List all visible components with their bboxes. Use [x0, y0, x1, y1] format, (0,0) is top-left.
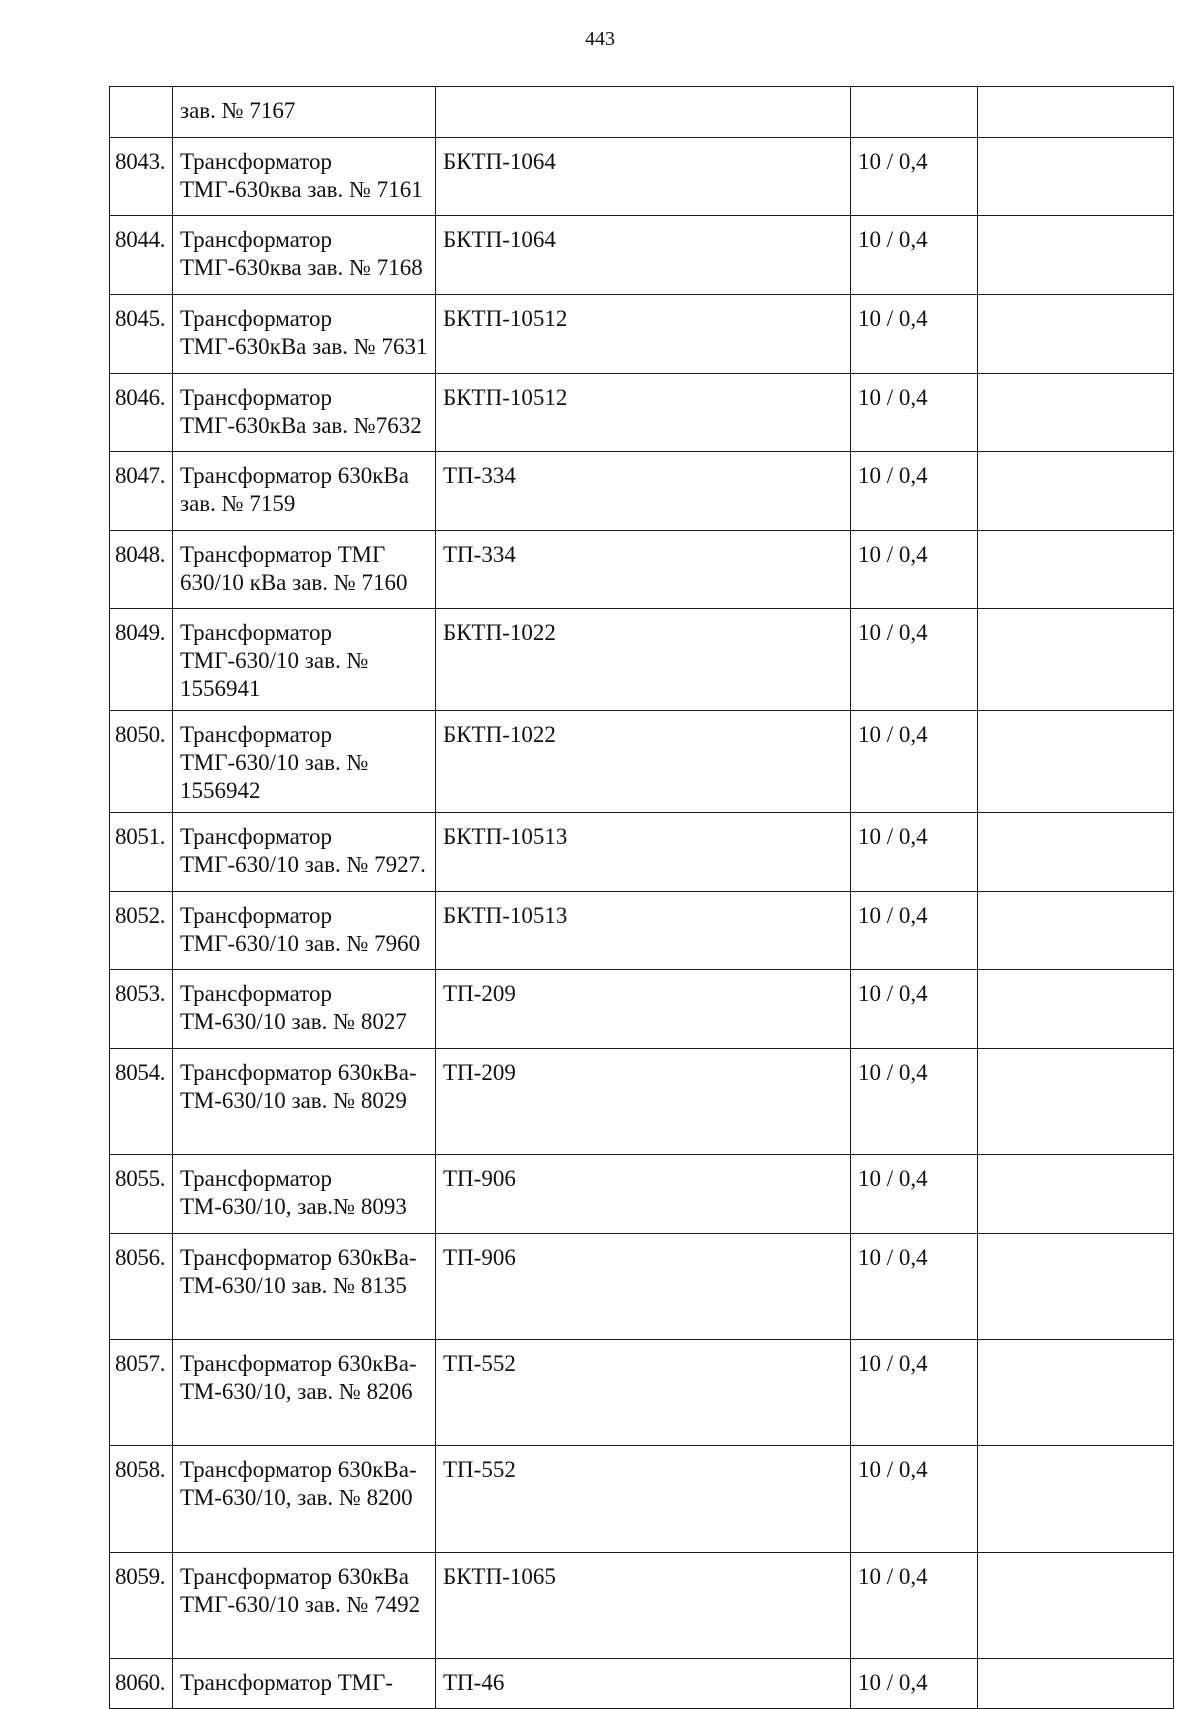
- equipment-name-cell: Трансформатор ТМГ-630/10 зав. № 1556941: [173, 609, 436, 711]
- table-row: [110, 609, 1174, 711]
- voltage-cell: 10 / 0,4: [851, 1446, 978, 1553]
- table-row: [110, 216, 1174, 295]
- location-cell: ТП-906: [436, 1234, 851, 1340]
- equipment-name-cell: Трансформатор ТМГ-: [173, 1659, 436, 1709]
- equipment-name-cell: Трансформатор 630кВа-ТМ-630/10, зав. № 8206: [173, 1340, 436, 1446]
- table-row: [110, 295, 1174, 374]
- extra-cell: [978, 892, 1174, 970]
- equipment-name-cell: Трансформатор ТМГ-630/10 зав. № 1556942: [173, 711, 436, 813]
- location-cell: БКТП-1022: [436, 711, 851, 813]
- extra-cell: [978, 374, 1174, 452]
- location-cell: БКТП-10513: [436, 813, 851, 892]
- voltage-cell: 10 / 0,4: [851, 892, 978, 970]
- extra-cell: [978, 452, 1174, 531]
- voltage-cell: 10 / 0,4: [851, 531, 978, 609]
- table-row: [110, 1446, 1174, 1553]
- row-number-cell: 8053.: [110, 970, 173, 1049]
- row-number-cell: 8043.: [110, 138, 173, 216]
- location-cell: ТП-209: [436, 970, 851, 1049]
- location-cell: БКТП-10512: [436, 295, 851, 374]
- page-number: 443: [585, 28, 615, 50]
- equipment-table: [109, 86, 1174, 1709]
- voltage-cell: 10 / 0,4: [851, 295, 978, 374]
- extra-cell: [978, 1553, 1174, 1659]
- extra-cell: [978, 1446, 1174, 1553]
- voltage-cell: 10 / 0,4: [851, 138, 978, 216]
- equipment-name-cell: Трансформатор 630кВа-ТМ-630/10 зав. № 8135: [173, 1234, 436, 1340]
- row-number-cell: 8059.: [110, 1553, 173, 1659]
- table-row: [110, 138, 1174, 216]
- voltage-cell: 10 / 0,4: [851, 1155, 978, 1234]
- row-number-cell: 8044.: [110, 216, 173, 295]
- row-number-cell: 8045.: [110, 295, 173, 374]
- extra-cell: [978, 711, 1174, 813]
- voltage-cell: 10 / 0,4: [851, 374, 978, 452]
- extra-cell: [978, 970, 1174, 1049]
- voltage-cell: [851, 87, 978, 138]
- equipment-name-cell: Трансформатор ТМГ 630/10 кВа зав. № 7160: [173, 531, 436, 609]
- equipment-name-cell: зав. № 7167: [173, 87, 436, 138]
- extra-cell: [978, 1340, 1174, 1446]
- voltage-cell: 10 / 0,4: [851, 1234, 978, 1340]
- equipment-name-cell: Трансформатор ТМГ-630кВа зав. № 7631: [173, 295, 436, 374]
- equipment-name-cell: Трансформатор ТМГ-630кВа зав. №7632: [173, 374, 436, 452]
- equipment-name-cell: Трансформатор 630кВа-ТМ-630/10, зав. № 8200: [173, 1446, 436, 1553]
- location-cell: ТП-906: [436, 1155, 851, 1234]
- voltage-cell: 10 / 0,4: [851, 711, 978, 813]
- voltage-cell: 10 / 0,4: [851, 452, 978, 531]
- extra-cell: [978, 1659, 1174, 1709]
- extra-cell: [978, 1234, 1174, 1340]
- table-row: [110, 892, 1174, 970]
- equipment-name-cell: Трансформатор ТМГ-630/10 зав. № 7927.: [173, 813, 436, 892]
- table-row: [110, 1659, 1174, 1709]
- row-number-cell: 8058.: [110, 1446, 173, 1553]
- equipment-name-cell: Трансформатор ТМГ-630ква зав. № 7168: [173, 216, 436, 295]
- equipment-name-cell: Трансформатор ТМ-630/10, зав.№ 8093: [173, 1155, 436, 1234]
- extra-cell: [978, 216, 1174, 295]
- equipment-name-cell: Трансформатор 630кВа ТМГ-630/10 зав. № 7492: [173, 1553, 436, 1659]
- table-row: [110, 1049, 1174, 1155]
- extra-cell: [978, 138, 1174, 216]
- table-row: [110, 531, 1174, 609]
- table-row: [110, 374, 1174, 452]
- extra-cell: [978, 531, 1174, 609]
- location-cell: ТП-334: [436, 452, 851, 531]
- table-row: [110, 87, 1174, 138]
- table-row: [110, 711, 1174, 813]
- location-cell: БКТП-1064: [436, 216, 851, 295]
- extra-cell: [978, 87, 1174, 138]
- location-cell: БКТП-10512: [436, 374, 851, 452]
- location-cell: ТП-552: [436, 1446, 851, 1553]
- row-number-cell: 8056.: [110, 1234, 173, 1340]
- voltage-cell: 10 / 0,4: [851, 1049, 978, 1155]
- row-number-cell: 8046.: [110, 374, 173, 452]
- table-row: [110, 1340, 1174, 1446]
- equipment-name-cell: Трансформатор ТМГ-630ква зав. № 7161: [173, 138, 436, 216]
- location-cell: ТП-552: [436, 1340, 851, 1446]
- extra-cell: [978, 813, 1174, 892]
- equipment-name-cell: Трансформатор 630кВа зав. № 7159: [173, 452, 436, 531]
- location-cell: БКТП-1064: [436, 138, 851, 216]
- equipment-table-body: [110, 87, 1174, 1709]
- table-row: [110, 452, 1174, 531]
- extra-cell: [978, 609, 1174, 711]
- voltage-cell: 10 / 0,4: [851, 216, 978, 295]
- row-number-cell: 8054.: [110, 1049, 173, 1155]
- row-number-cell: 8050.: [110, 711, 173, 813]
- voltage-cell: 10 / 0,4: [851, 813, 978, 892]
- row-number-cell: 8049.: [110, 609, 173, 711]
- row-number-cell: [110, 87, 173, 138]
- voltage-cell: 10 / 0,4: [851, 1659, 978, 1709]
- row-number-cell: 8057.: [110, 1340, 173, 1446]
- equipment-name-cell: Трансформатор ТМГ-630/10 зав. № 7960: [173, 892, 436, 970]
- equipment-name-cell: Трансформатор 630кВа-ТМ-630/10 зав. № 8029: [173, 1049, 436, 1155]
- voltage-cell: 10 / 0,4: [851, 609, 978, 711]
- row-number-cell: 8048.: [110, 531, 173, 609]
- table-row: [110, 970, 1174, 1049]
- row-number-cell: 8047.: [110, 452, 173, 531]
- voltage-cell: 10 / 0,4: [851, 1340, 978, 1446]
- location-cell: ТП-334: [436, 531, 851, 609]
- table-row: [110, 1234, 1174, 1340]
- extra-cell: [978, 1049, 1174, 1155]
- equipment-name-cell: Трансформатор ТМ-630/10 зав. № 8027: [173, 970, 436, 1049]
- location-cell: БКТП-1022: [436, 609, 851, 711]
- voltage-cell: 10 / 0,4: [851, 1553, 978, 1659]
- row-number-cell: 8052.: [110, 892, 173, 970]
- row-number-cell: 8051.: [110, 813, 173, 892]
- location-cell: [436, 87, 851, 138]
- row-number-cell: 8060.: [110, 1659, 173, 1709]
- row-number-cell: 8055.: [110, 1155, 173, 1234]
- location-cell: ТП-209: [436, 1049, 851, 1155]
- location-cell: БКТП-1065: [436, 1553, 851, 1659]
- location-cell: ТП-46: [436, 1659, 851, 1709]
- location-cell: БКТП-10513: [436, 892, 851, 970]
- extra-cell: [978, 1155, 1174, 1234]
- table-row: [110, 1155, 1174, 1234]
- table-row: [110, 1553, 1174, 1659]
- extra-cell: [978, 295, 1174, 374]
- voltage-cell: 10 / 0,4: [851, 970, 978, 1049]
- table-row: [110, 813, 1174, 892]
